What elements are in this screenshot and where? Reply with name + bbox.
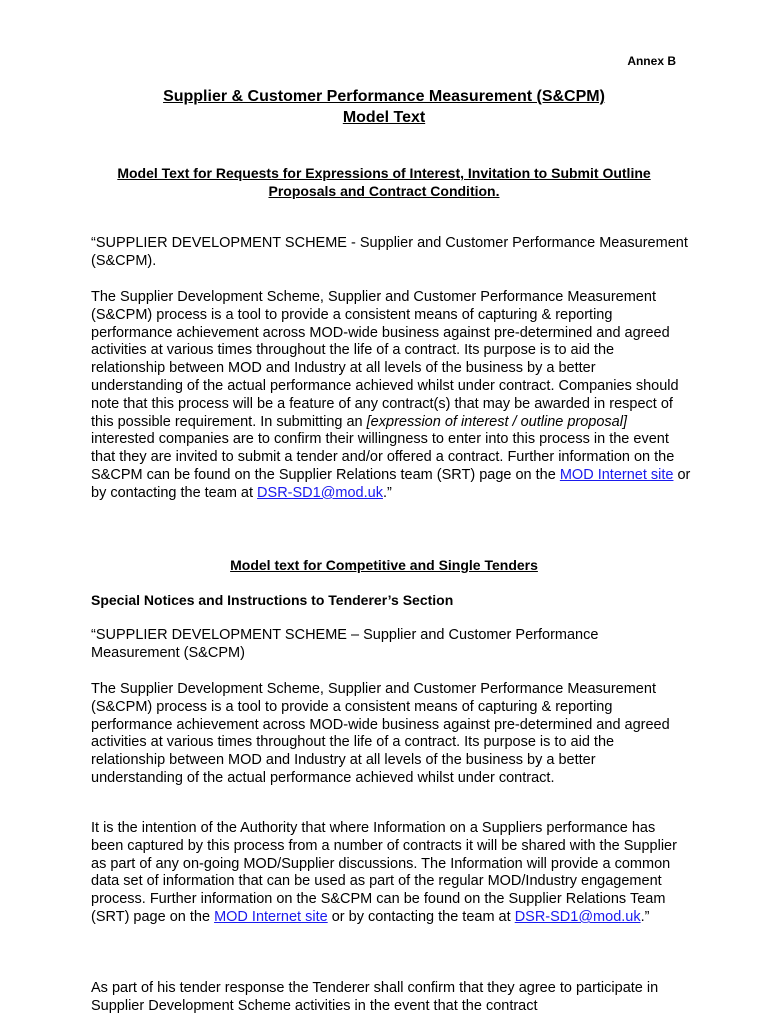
paragraph-3: “SUPPLIER DEVELOPMENT SCHEME – Supplier and Customer Performance Measurement (S&CPM)	[91, 627, 599, 661]
p2-text-c: or by contacting the team at	[91, 466, 691, 501]
p5-text-a: It is the intention of the Authority that where Information on a Suppliers performance has been captured by this process from a number of contracts it will be shared with the Supplier as part of any on-going MOD/Supplier discussions. The Information will provide a common data set of information that can be used as part of the regular MOD/Industry engagement process. Further information on the S&CPM can be found on the Supplier Relations Team (SRT) page on the	[91, 820, 677, 925]
subtitle: Model Text for Requests for Expressions of Interest, Invitation to Submit Outline Proposals and Contract Condition.	[117, 165, 651, 199]
mod-internet-link-1[interactable]: MOD Internet site	[559, 466, 674, 483]
email-link-1[interactable]: DSR-SD1@mod.uk	[257, 484, 383, 501]
title-line-1: Supplier & Customer Performance Measurement (S&CPM)	[163, 88, 605, 105]
p2-text-a: The Supplier Development Scheme, Supplier and Customer Performance Measurement (S&CPM) process is a tool to provide a consistent means of capturing & reporting performance achievement across MOD-wide business against pre-determined and agreed activities at various times throughout the life of a contract. Its purpose is to aid the relationship between MOD and Industry at all levels of the business by a better understanding of the actual performance achieved whilst under contract. Companies should note that this process will be a feature of any contract(s) that may be awarded in respect of this possible requirement. In submitting an	[91, 289, 679, 430]
paragraph-4: The Supplier Development Scheme, Supplier and Customer Performance Measurement (S&CPM) process is a tool to provide a consistent means of capturing & reporting performance achievement across MOD-wide business against pre-determined and agreed activities at various times throughout the life of a contract. Its purpose is to aid the relationship between MOD and Industry at all levels of the business by a better understanding of the actual performance achieved whilst under contract.	[91, 681, 670, 786]
email-link-2[interactable]: DSR-SD1@mod.uk	[514, 908, 641, 925]
heading-special-notices: Special Notices and Instructions to Tenderer’s Section	[91, 592, 454, 608]
heading-competitive: Model text for Competitive and Single Tenders	[230, 557, 538, 573]
p5-text-c: .”	[640, 908, 650, 925]
paragraph-1: “SUPPLIER DEVELOPMENT SCHEME - Supplier and Customer Performance Measurement (S&CPM).	[91, 235, 688, 269]
paragraph-2	[91, 289, 691, 503]
paragraph-5	[91, 820, 691, 927]
p2-text-d: .”	[382, 484, 392, 501]
p5-text-b: or by contacting the team at	[327, 908, 515, 925]
mod-internet-link-2[interactable]: MOD Internet site	[214, 908, 328, 925]
paragraph-6: As part of his tender response the Tenderer shall confirm that they agree to participate in Supplier Development Scheme activities in the event that the contract	[91, 980, 659, 1014]
p2-italic: [expression of interest / outline proposal]	[366, 413, 627, 430]
page-title	[0, 86, 768, 128]
p2-text-b: interested companies are to confirm their willingness to enter into this process in the event that they are invited to submit a tender and/or offered a contract. Further information on the S&CPM can be found on the Supplier Relations team (SRT) page on the	[91, 431, 675, 483]
title-line-2: Model Text	[342, 109, 426, 126]
annex-label: Annex B	[627, 54, 676, 68]
